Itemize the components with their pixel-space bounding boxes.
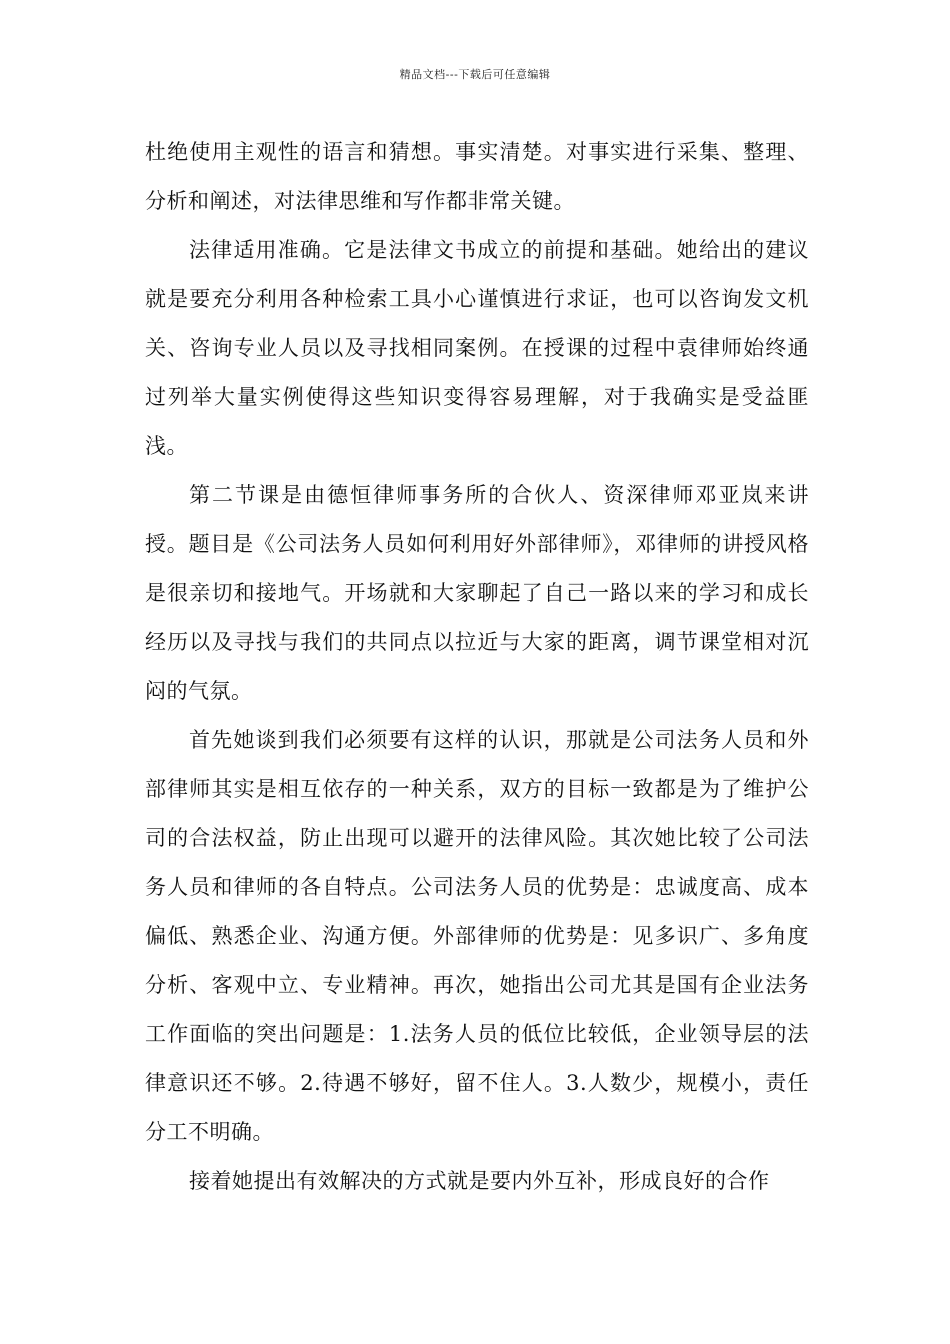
paragraph-4: 首先她谈到我们必须要有这样的认识，那就是公司法务人员和外部律师其实是相互依存的一种关系，双方的目标一致都是为了维护公司的合法权益，防止出现可以避开的法律风险。其次她比较了公司法务人员和律师的各自特点。公司法务人员的优势是：忠诚度高、成本偏低、熟悉企业、沟通方便。外部律师的优势是：见多识广、多角度分析、客观中立、专业精神。再次，她指出公司尤其是国有企业法务工作面临的突出问题是：1.法务人员的低位比较低，企业领导层的法律意识还不够。2.待遇不够好，留不住人。3.人数少，规模小，责任分工不明确。 bbox=[145, 728, 809, 1144]
paragraph-5: 接着她提出有效解决的方式就是要内外互补，形成良好的合作 bbox=[189, 1169, 770, 1193]
paragraph-1: 杜绝使用主观性的语言和猜想。事实清楚。对事实进行采集、整理、分析和阐述，对法律思维和写作都非常关键。 bbox=[145, 140, 809, 213]
paragraph-2: 法律适用准确。它是法律文书成立的前提和基础。她给出的建议就是要充分利用各种检索工具小心谨慎进行求证，也可以咨询发文机关、咨询专业人员以及寻找相同案例。在授课的过程中袁律师始终通过列举大量实例使得这些知识变得容易理解，对于我确实是受益匪浅。 bbox=[145, 238, 809, 458]
document-body bbox=[145, 128, 809, 1206]
page-header: 精品文档---下载后可任意编辑 bbox=[399, 68, 551, 81]
paragraph-3: 第二节课是由德恒律师事务所的合伙人、资深律师邓亚岚来讲授。题目是《公司法务人员如何利用好外部律师》，邓律师的讲授风格是很亲切和接地气。开场就和大家聊起了自己一路以来的学习和成长经历以及寻找与我们的共同点以拉近与大家的距离，调节课堂相对沉闷的气氛。 bbox=[145, 483, 809, 703]
